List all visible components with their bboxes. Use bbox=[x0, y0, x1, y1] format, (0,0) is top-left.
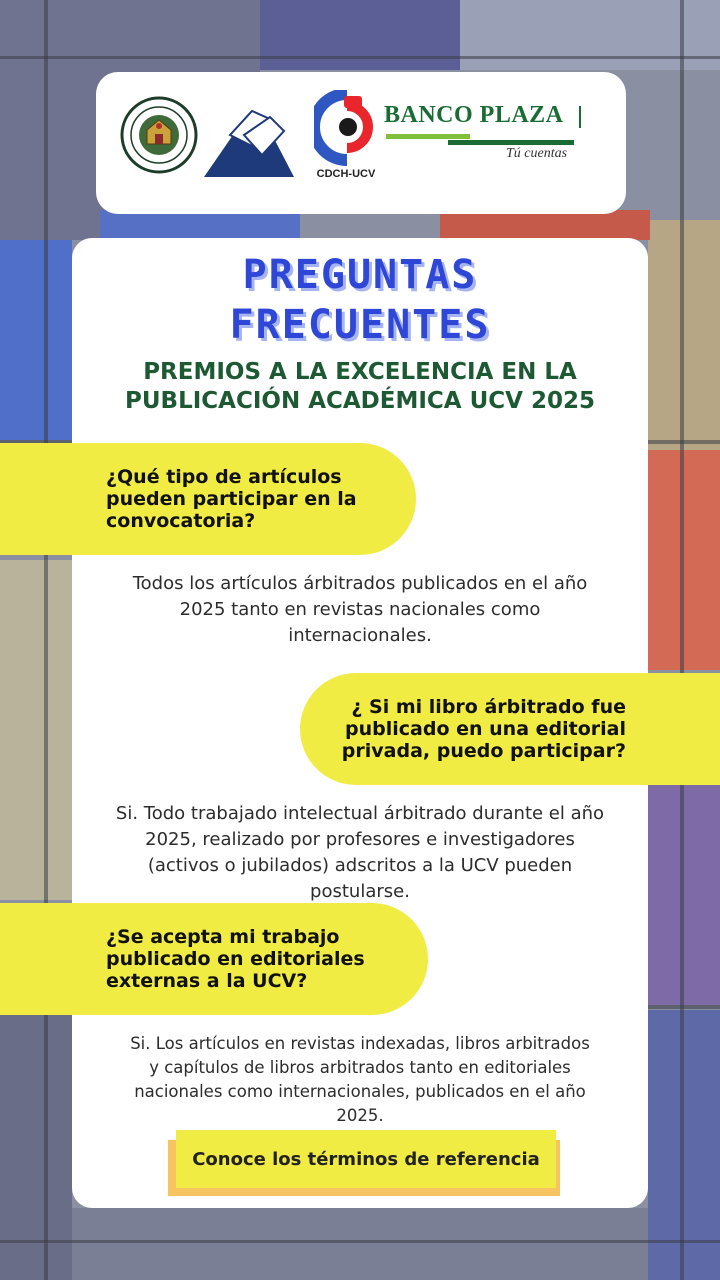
faq-question-text: ¿Se acepta mi trabajo publicado en editoriales externas a la UCV? bbox=[106, 926, 365, 992]
bank-bar-light bbox=[386, 134, 470, 139]
faq-answer-1: Todos los artículos árbitrados publicados en el año 2025 tanto en revistas nacionales como internacionales. bbox=[132, 573, 588, 646]
bank-slogan: Tú cuentas bbox=[506, 146, 568, 161]
cta-label: Conoce los términos de referencia bbox=[192, 1148, 540, 1170]
faq-answer-3: Si. Los artículos en revistas indexadas, libros arbitrados y capítulos de libros arbitrados tanto en editoriales nacionales como internacionales, publicados en el año 2025. bbox=[130, 1034, 590, 1125]
logo-bar bbox=[96, 72, 626, 214]
page-subtitle: PREMIOS A LA EXCELENCIA EN LA PUBLICACIÓN ACADÉMICA UCV 2025 bbox=[125, 359, 595, 414]
faq-question-2 bbox=[300, 673, 720, 785]
page-title bbox=[0, 250, 720, 350]
faq-answer-2: Si. Todo trabajado intelectual árbitrado durante el año 2025, realizado por profesores e investigadores (activos o jubilados) adscritos a la UCV pueden postularse. bbox=[115, 803, 605, 902]
cdch-logo-icon bbox=[314, 90, 380, 168]
ucv-seal-icon bbox=[120, 96, 198, 174]
faq-question-text: ¿ Si mi libro árbitrado fue publicado en una editorial privada, puedo participar? bbox=[341, 696, 626, 762]
terms-of-reference-button[interactable] bbox=[176, 1130, 556, 1188]
cdch-label: CDCH-UCV bbox=[316, 168, 376, 180]
faq-question-3 bbox=[0, 903, 428, 1015]
page-title-text: PREGUNTAS FRECUENTES bbox=[229, 252, 491, 348]
vrac-book-icon bbox=[200, 90, 296, 200]
bank-bar-dark bbox=[448, 140, 574, 145]
faq-question-text: ¿Qué tipo de artículos pueden participar en la convocatoria? bbox=[106, 466, 357, 532]
faq-question-1 bbox=[0, 443, 416, 555]
bank-separator bbox=[579, 106, 581, 128]
bank-name: BANCO PLAZA bbox=[384, 102, 564, 128]
vrac-label: VRAC UCV bbox=[219, 166, 277, 178]
